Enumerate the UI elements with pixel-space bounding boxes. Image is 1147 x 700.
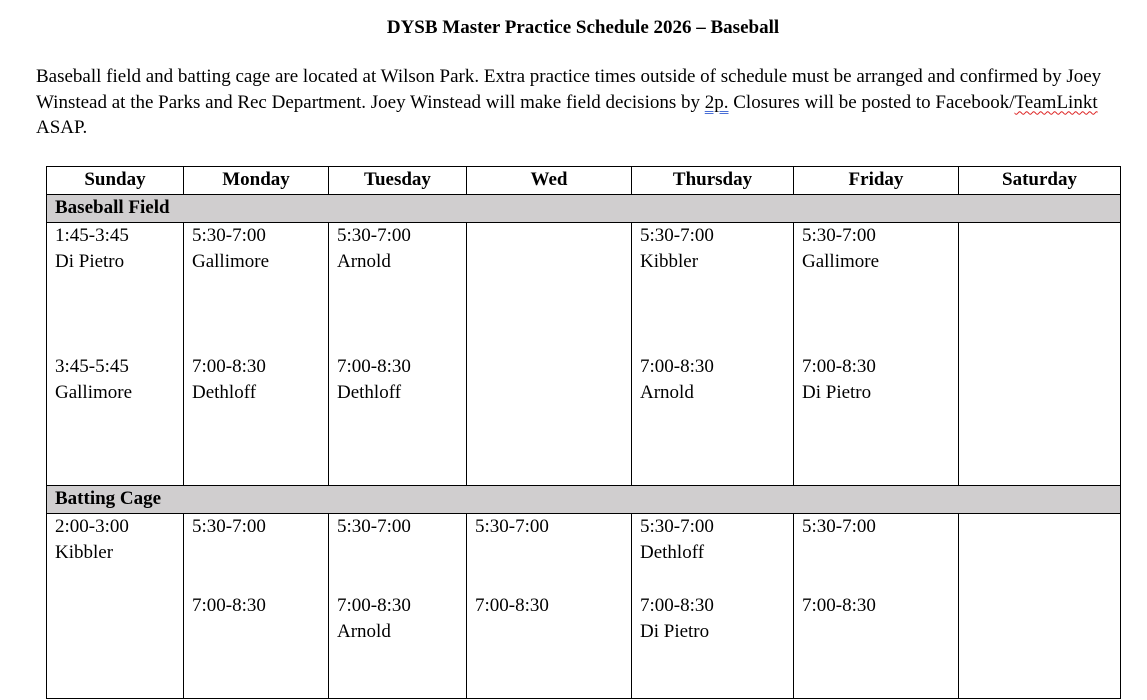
- cage-cell-friday: [794, 514, 959, 699]
- slot-team: Dethloff: [192, 382, 257, 403]
- slot-time: 1:45-3:45: [55, 225, 129, 246]
- field-cell-monday: [184, 223, 329, 486]
- slot-team: Gallimore: [192, 251, 270, 272]
- field-slot: [55, 354, 175, 485]
- section-label-field: Baseball Field: [47, 195, 1121, 223]
- slot-time: 5:30-7:00: [640, 225, 714, 246]
- day-header-row: [47, 167, 1121, 195]
- day-header-wednesday: Wed: [467, 167, 632, 195]
- cage-slot: [337, 514, 458, 593]
- slot-time: 7:00-8:30: [337, 356, 411, 377]
- cage-slot: [55, 514, 175, 593]
- intro-text-1: Baseball field and batting cage are located at Wilson Park. Extra practice times outside of schedule must be arranged and confirmed by Joey Winstead at the Parks and Rec Department. Joey Winstead will make field decisions by: [36, 66, 1102, 113]
- teamlinkt-word: TeamLinkt: [1014, 91, 1098, 113]
- slot-team: Kibbler: [55, 542, 114, 563]
- cage-slot: [192, 514, 320, 593]
- day-header-monday: Monday: [184, 167, 329, 195]
- field-slot: [640, 354, 785, 485]
- cage-slot: [640, 593, 785, 672]
- section-row-cage: [47, 486, 1121, 514]
- cage-cell-monday: [184, 514, 329, 699]
- section-label-cage: Batting Cage: [47, 486, 1121, 514]
- slot-team: Gallimore: [802, 251, 880, 272]
- field-cell-sunday: [47, 223, 184, 486]
- slot-team: Arnold: [640, 382, 694, 403]
- field-slot: [337, 354, 458, 485]
- slot-time: 7:00-8:30: [192, 595, 266, 616]
- intro-text-3: ASAP.: [36, 117, 88, 138]
- cage-slot: [475, 593, 623, 672]
- slot-time: 7:00-8:30: [802, 356, 876, 377]
- slot-time: 3:45-5:45: [55, 356, 129, 377]
- day-header-thursday: Thursday: [632, 167, 794, 195]
- section-row-field: [47, 195, 1121, 223]
- field-cell-saturday: [959, 223, 1121, 486]
- slot-team: Dethloff: [640, 542, 705, 563]
- field-cell-tuesday: [329, 223, 467, 486]
- slot-time: 7:00-8:30: [640, 595, 714, 616]
- slot-time: 7:00-8:30: [475, 595, 549, 616]
- slot-team: Gallimore: [55, 382, 133, 403]
- slot-time: 5:30-7:00: [802, 516, 876, 537]
- cage-slot: [337, 593, 458, 672]
- day-header-friday: Friday: [794, 167, 959, 195]
- field-cell-friday: [794, 223, 959, 486]
- slot-time: 7:00-8:30: [640, 356, 714, 377]
- field-cell-wednesday: [467, 223, 632, 486]
- slot-team: Di Pietro: [640, 621, 710, 642]
- slot-time: 7:00-8:30: [192, 356, 266, 377]
- slot-team: Arnold: [337, 251, 391, 272]
- day-header-sunday: Sunday: [47, 167, 184, 195]
- cage-slot: [640, 514, 785, 593]
- schedule-table: [46, 166, 1121, 699]
- decision-time-link[interactable]: 2p.: [704, 91, 729, 113]
- cage-slot: [802, 593, 950, 672]
- slot-team: Kibbler: [640, 251, 699, 272]
- field-cell-thursday: [632, 223, 794, 486]
- slot-time: 5:30-7:00: [802, 225, 876, 246]
- field-slot: [55, 223, 175, 354]
- cage-slot: [475, 514, 623, 593]
- intro-text-2: Closures will be posted to Facebook/: [728, 91, 1015, 113]
- field-slot: [192, 223, 320, 354]
- slot-time: 5:30-7:00: [475, 516, 549, 537]
- slot-team: Arnold: [337, 621, 391, 642]
- cage-cell-thursday: [632, 514, 794, 699]
- slot-time: 5:30-7:00: [337, 225, 411, 246]
- slot-time: 5:30-7:00: [640, 516, 714, 537]
- slot-team: Di Pietro: [55, 251, 125, 272]
- slot-time: 2:00-3:00: [55, 516, 129, 537]
- slot-time: 5:30-7:00: [192, 225, 266, 246]
- slot-team: Dethloff: [337, 382, 402, 403]
- cage-cell-wednesday: [467, 514, 632, 699]
- cage-cell-sunday: [47, 514, 184, 699]
- cage-slot: [802, 514, 950, 593]
- slot-time: 7:00-8:30: [802, 595, 876, 616]
- cage-cell-tuesday: [329, 514, 467, 699]
- field-slot: [802, 223, 950, 354]
- day-header-saturday: Saturday: [959, 167, 1121, 195]
- field-slot: [802, 354, 950, 485]
- slot-time: 5:30-7:00: [192, 516, 266, 537]
- slot-time: 5:30-7:00: [337, 516, 411, 537]
- day-header-tuesday: Tuesday: [329, 167, 467, 195]
- cage-cell-saturday: [959, 514, 1121, 699]
- document-title: DYSB Master Practice Schedule 2026 – Baseball: [386, 17, 780, 38]
- field-slot: [337, 223, 458, 354]
- cage-slot: [192, 593, 320, 672]
- cage-schedule-row: [47, 514, 1121, 699]
- slot-team: Di Pietro: [802, 382, 872, 403]
- field-slot: [640, 223, 785, 354]
- field-slot: [192, 354, 320, 485]
- intro-paragraph: [36, 64, 1136, 141]
- slot-time: 7:00-8:30: [337, 595, 411, 616]
- field-schedule-row: [47, 223, 1121, 486]
